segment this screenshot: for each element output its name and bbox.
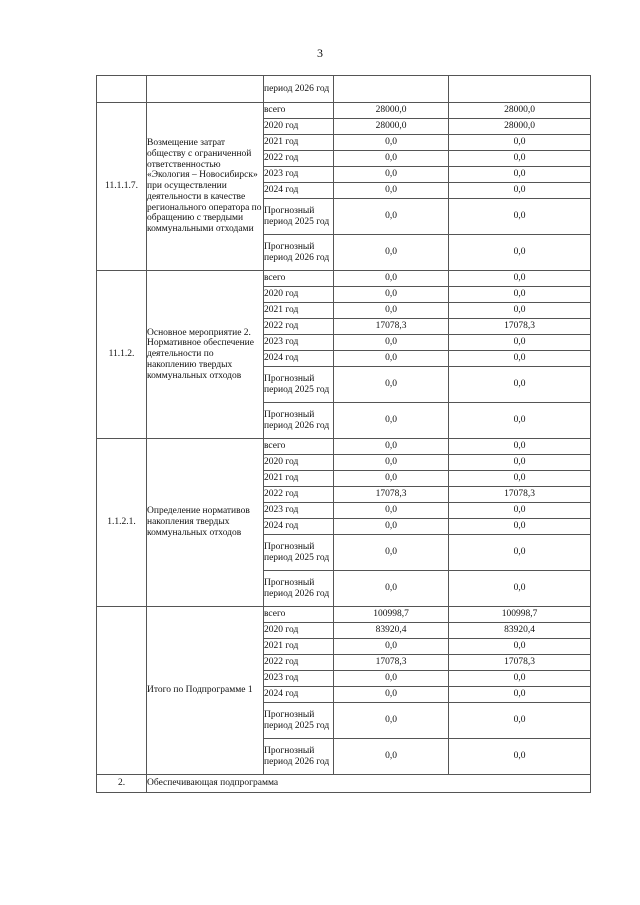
value-cell: 0,0 [449, 687, 591, 703]
period-cell: 2021 год [264, 135, 334, 151]
period-cell: 2022 год [264, 319, 334, 335]
period-cell: 2024 год [264, 183, 334, 199]
value-cell: 28000,0 [449, 103, 591, 119]
value-cell: 0,0 [449, 287, 591, 303]
value-cell: 0,0 [334, 739, 449, 775]
value-cell: 0,0 [449, 151, 591, 167]
value-cell: 0,0 [449, 303, 591, 319]
period-cell: 2021 год [264, 303, 334, 319]
section-number: 11.1.2. [97, 271, 147, 439]
period-cell: всего [264, 271, 334, 287]
period-cell: Прогнозный период 2026 год [264, 571, 334, 607]
period-cell: 2022 год [264, 487, 334, 503]
period-cell: всего [264, 439, 334, 455]
period-cell: 2023 год [264, 167, 334, 183]
value-cell: 0,0 [334, 503, 449, 519]
period-cell: Прогнозный период 2025 год [264, 367, 334, 403]
period-cell: Прогнозный период 2025 год [264, 535, 334, 571]
section-name: Определение нормативов накопления твердых коммунальных отходов [147, 439, 264, 607]
value-cell: 17078,3 [449, 319, 591, 335]
value-cell: 0,0 [334, 671, 449, 687]
section-name: Обеспечивающая подпрограмма [147, 775, 591, 793]
section-number: 1.1.2.1. [97, 439, 147, 607]
period-cell: период 2026 год [264, 76, 334, 103]
period-cell: 2021 год [264, 639, 334, 655]
value-cell: 0,0 [449, 335, 591, 351]
value-cell: 0,0 [449, 739, 591, 775]
value-cell: 0,0 [449, 571, 591, 607]
row-number-cell [97, 76, 147, 103]
value-cell: 0,0 [334, 151, 449, 167]
period-cell: 2020 год [264, 287, 334, 303]
period-cell: Прогнозный период 2025 год [264, 703, 334, 739]
value-cell: 0,0 [334, 639, 449, 655]
value-cell: 0,0 [334, 367, 449, 403]
period-cell: 2023 год [264, 503, 334, 519]
value-cell: 0,0 [334, 235, 449, 271]
value-cell: 17078,3 [449, 655, 591, 671]
value-cell: 28000,0 [449, 119, 591, 135]
value-cell: 0,0 [449, 271, 591, 287]
value-cell: 17078,3 [334, 487, 449, 503]
period-cell: 2024 год [264, 519, 334, 535]
period-cell: Прогнозный период 2026 год [264, 739, 334, 775]
value-cell: 0,0 [334, 167, 449, 183]
value-cell: 0,0 [334, 535, 449, 571]
value-cell: 83920,4 [334, 623, 449, 639]
value-cell: 0,0 [449, 519, 591, 535]
value-cell: 0,0 [449, 503, 591, 519]
page-number: 3 [317, 46, 323, 60]
period-cell: Прогнозный период 2026 год [264, 403, 334, 439]
period-cell: 2024 год [264, 687, 334, 703]
period-cell: Прогнозный период 2025 год [264, 199, 334, 235]
section-number: 11.1.1.7. [97, 103, 147, 271]
value-cell: 0,0 [449, 439, 591, 455]
section-name: Основное мероприятие 2. Нормативное обеспечение деятельности по накоплению твердых коммунальных отходов [147, 271, 264, 439]
value-cell: 0,0 [334, 335, 449, 351]
period-cell: Прогнозный период 2026 год [264, 235, 334, 271]
value-cell: 17078,3 [449, 487, 591, 503]
value-cell: 0,0 [334, 199, 449, 235]
value-cell: 0,0 [449, 455, 591, 471]
value-cell: 0,0 [334, 519, 449, 535]
value-cell: 0,0 [334, 687, 449, 703]
value-cell: 0,0 [334, 571, 449, 607]
value-cell: 0,0 [449, 135, 591, 151]
value-cell: 0,0 [334, 303, 449, 319]
value-cell: 0,0 [334, 455, 449, 471]
section-number [97, 607, 147, 775]
section-name: Итого по Подпрограмме 1 [147, 607, 264, 775]
value-cell: 100998,7 [334, 607, 449, 623]
table-row [97, 76, 591, 103]
period-cell: 2021 год [264, 471, 334, 487]
period-cell: 2024 год [264, 351, 334, 367]
value-cell: 0,0 [449, 535, 591, 571]
value-cell: 17078,3 [334, 319, 449, 335]
value-cell: 0,0 [334, 351, 449, 367]
value-cell: 0,0 [449, 671, 591, 687]
period-cell: 2020 год [264, 623, 334, 639]
budget-table-body [97, 76, 591, 793]
value-cell [334, 76, 449, 103]
section-number: 2. [97, 775, 147, 793]
period-cell: 2023 год [264, 335, 334, 351]
period-cell: 2022 год [264, 655, 334, 671]
value-cell: 0,0 [449, 703, 591, 739]
period-cell: 2022 год [264, 151, 334, 167]
value-cell: 0,0 [449, 167, 591, 183]
value-cell: 0,0 [449, 351, 591, 367]
value-cell: 0,0 [449, 199, 591, 235]
period-cell: всего [264, 103, 334, 119]
value-cell: 0,0 [449, 235, 591, 271]
value-cell: 0,0 [449, 471, 591, 487]
value-cell: 0,0 [449, 183, 591, 199]
value-cell: 28000,0 [334, 103, 449, 119]
value-cell: 0,0 [334, 439, 449, 455]
section-name: Возмещение затрат обществу с ограниченной ответственностью «Экология – Новосибирск» при осуществлении деятельности в качестве регионального оператора по обращению с твердыми коммунальными отходами [147, 103, 264, 271]
period-cell: 2020 год [264, 455, 334, 471]
row-name-cell [147, 76, 264, 103]
value-cell: 0,0 [449, 367, 591, 403]
value-cell: 0,0 [449, 403, 591, 439]
period-cell: 2020 год [264, 119, 334, 135]
budget-table [96, 75, 591, 793]
value-cell: 0,0 [334, 703, 449, 739]
value-cell: 17078,3 [334, 655, 449, 671]
value-cell: 0,0 [334, 135, 449, 151]
value-cell: 0,0 [334, 271, 449, 287]
value-cell: 0,0 [334, 287, 449, 303]
value-cell: 0,0 [334, 471, 449, 487]
value-cell: 83920,4 [449, 623, 591, 639]
value-cell: 0,0 [334, 183, 449, 199]
period-cell: всего [264, 607, 334, 623]
table-row [97, 103, 591, 119]
value-cell: 100998,7 [449, 607, 591, 623]
table-row [97, 607, 591, 623]
value-cell: 0,0 [449, 639, 591, 655]
table-row [97, 271, 591, 287]
value-cell: 0,0 [334, 403, 449, 439]
table-row [97, 775, 591, 793]
table-row [97, 439, 591, 455]
value-cell: 28000,0 [334, 119, 449, 135]
value-cell [449, 76, 591, 103]
period-cell: 2023 год [264, 671, 334, 687]
